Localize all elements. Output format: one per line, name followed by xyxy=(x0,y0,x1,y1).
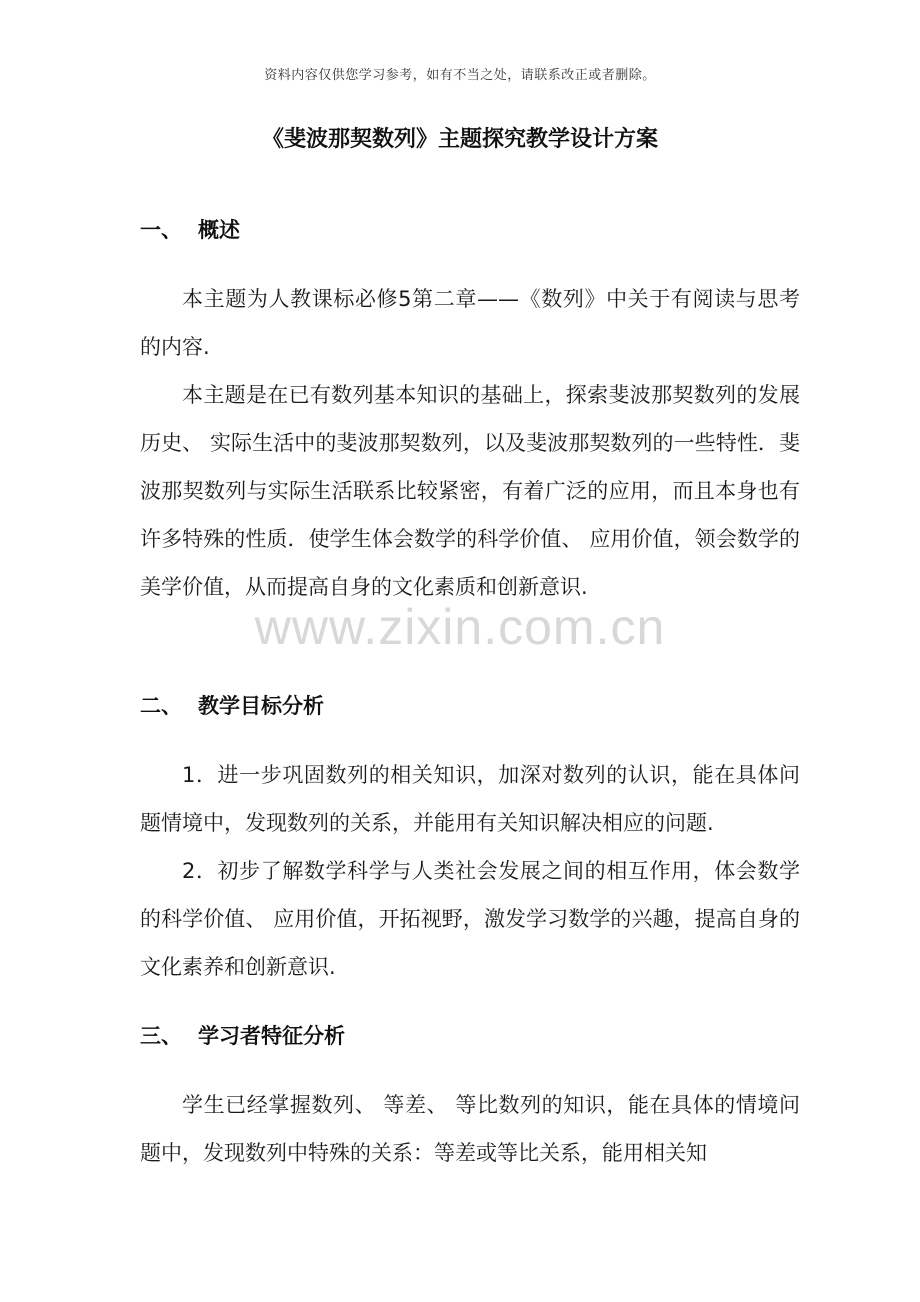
paragraph: 本主题是在已有数列基本知识的基础上，探索斐波那契数列的发展历史、 实际生活中的斐波那契数列，以及斐波那契数列的一些特性．斐波那契数列与实际生活联系比较紧密，有着广泛的应用，而且本身也有许多特殊的性质．使学生体会数学的科学价值、 应用价值，领会数学的美学价值，从而提高自身的文化素质和创新意识. xyxy=(140,383,800,599)
disclaimer-header: 资料内容仅供您学习参考，如有不当之处，请联系改正或者删除。 xyxy=(264,68,656,83)
paragraph: 学生已经掌握数列、 等差、 等比数列的知识，能在具体的情境问题中，发现数列中特殊的关系：等差或等比关系，能用相关知 xyxy=(140,1093,800,1165)
section-title: 学习者特征分析 xyxy=(198,1024,345,1048)
document-title: 《斐波那契数列》主题探究教学设计方案 xyxy=(261,127,658,152)
paragraph: 本主题为人教课标必修5第二章——《数列》中关于有阅读与思考的内容. xyxy=(140,287,800,359)
paragraph: 1．进一步巩固数列的相关知识，加深对数列的认识，能在具体问题情境中，发现数列的关系，并能用有关知识解决相应的问题. xyxy=(140,763,800,835)
section-heading-learner-analysis xyxy=(140,1020,345,1050)
section-number: 二、 xyxy=(140,694,182,718)
section-number: 三、 xyxy=(140,1024,182,1048)
paragraph: 2．初步了解数学科学与人类社会发展之间的相互作用，体会数学的科学价值、 应用价值，开拓视野，激发学习数学的兴趣，提高自身的文化素养和创新意识. xyxy=(140,859,800,979)
section-title: 概述 xyxy=(198,218,240,242)
section-number: 一、 xyxy=(140,218,182,242)
section-heading-objectives xyxy=(140,690,324,720)
watermark-text: www.zixin.com.cn xyxy=(254,599,666,655)
section-title: 教学目标分析 xyxy=(198,694,324,718)
section-heading-overview xyxy=(140,214,240,244)
